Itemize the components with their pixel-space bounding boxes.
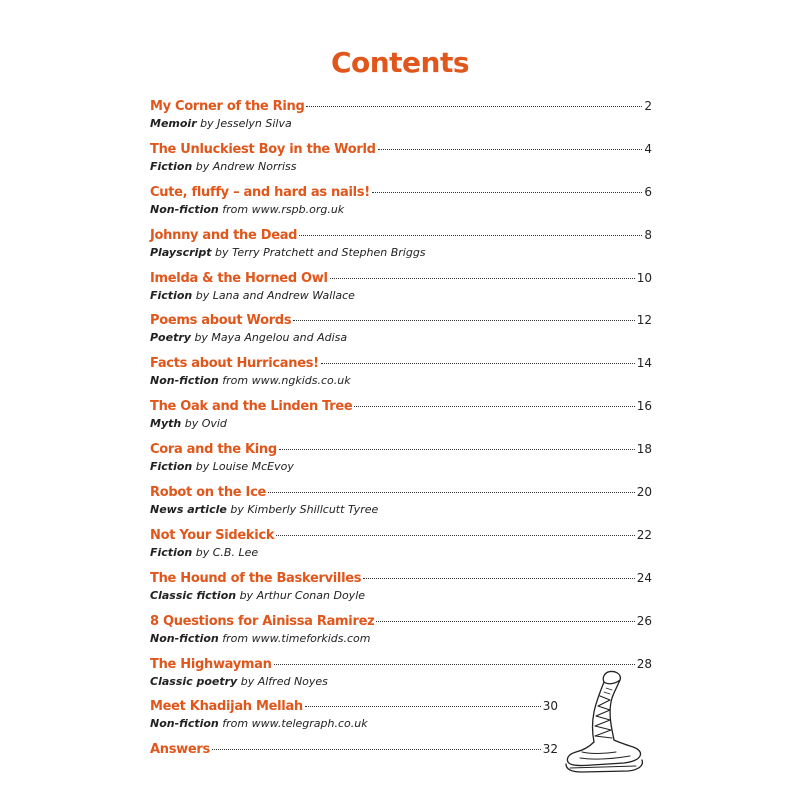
toc-entry[interactable] bbox=[150, 96, 652, 139]
toc-entry[interactable] bbox=[150, 182, 652, 225]
page-number: 30 bbox=[542, 699, 558, 714]
entry-byline-row bbox=[150, 115, 652, 132]
entry-title[interactable]: Imelda & the Horned Owl bbox=[150, 270, 328, 286]
entry-byline-row bbox=[150, 158, 652, 175]
page-number: 16 bbox=[636, 399, 652, 414]
entry-byline-row bbox=[150, 501, 652, 518]
entry-title[interactable]: Poems about Words bbox=[150, 313, 292, 329]
entry-byline: by Terry Pratchett and Stephen Briggs bbox=[214, 245, 426, 259]
entry-title[interactable]: Cora and the King bbox=[150, 442, 277, 458]
dot-leader bbox=[321, 363, 635, 364]
entry-byline-row bbox=[150, 715, 558, 732]
page-number: 4 bbox=[644, 141, 652, 156]
page-number: 22 bbox=[636, 527, 652, 542]
entry-title[interactable]: Answers bbox=[150, 742, 210, 758]
entry-byline: from www.rspb.org.uk bbox=[222, 202, 345, 216]
entry-genre: Non-fiction bbox=[150, 631, 219, 645]
entry-genre: Fiction bbox=[150, 159, 193, 173]
entry-byline-row bbox=[150, 415, 652, 432]
entry-title[interactable]: The Unluckiest Boy in the World bbox=[150, 141, 376, 157]
page-number: 20 bbox=[636, 485, 652, 500]
entry-byline-row bbox=[150, 372, 652, 389]
entry-byline: by C.B. Lee bbox=[195, 545, 259, 559]
dot-leader bbox=[354, 406, 634, 407]
page-number: 18 bbox=[636, 442, 652, 457]
dot-leader bbox=[274, 664, 635, 665]
page-number: 6 bbox=[644, 184, 652, 199]
dot-leader bbox=[330, 278, 635, 279]
dot-leader bbox=[363, 578, 635, 579]
entry-byline: by Andrew Norriss bbox=[195, 159, 297, 173]
toc-entry[interactable] bbox=[150, 353, 652, 396]
toc-entry[interactable] bbox=[150, 525, 652, 568]
entry-title[interactable]: The Highwayman bbox=[150, 656, 272, 672]
entry-byline: by Louise McEvoy bbox=[195, 460, 294, 474]
entry-byline-row bbox=[150, 630, 652, 647]
entry-genre: Non-fiction bbox=[150, 202, 219, 216]
entry-title[interactable]: The Oak and the Linden Tree bbox=[150, 399, 353, 415]
dot-leader bbox=[268, 492, 635, 493]
dot-leader bbox=[279, 449, 635, 450]
dot-leader bbox=[293, 320, 634, 321]
toc-entry[interactable] bbox=[150, 396, 652, 439]
entry-genre: Non-fiction bbox=[150, 374, 219, 388]
entry-byline-row bbox=[150, 244, 652, 261]
entry-byline: from www.telegraph.co.uk bbox=[222, 717, 368, 731]
entry-genre: Myth bbox=[150, 417, 182, 431]
entry-title[interactable]: Cute, fluffy – and hard as nails! bbox=[150, 184, 370, 200]
page-number: 28 bbox=[636, 656, 652, 671]
entry-byline: by Maya Angelou and Adisa bbox=[194, 331, 348, 345]
toc-entry[interactable] bbox=[150, 568, 652, 611]
entry-byline: from www.ngkids.co.uk bbox=[222, 374, 351, 388]
entry-genre: Memoir bbox=[150, 117, 197, 130]
entry-byline-row bbox=[150, 201, 652, 218]
toc-entry[interactable] bbox=[150, 696, 558, 739]
toc-entry[interactable] bbox=[150, 439, 652, 482]
entry-byline: by Kimberly Shillcutt Tyree bbox=[230, 503, 379, 517]
entry-byline: by Jesselyn Silva bbox=[200, 117, 292, 130]
dot-leader bbox=[299, 235, 642, 236]
entry-byline-row bbox=[150, 287, 652, 304]
dot-leader bbox=[212, 749, 541, 750]
page-number: 32 bbox=[542, 742, 558, 757]
entry-title[interactable]: The Hound of the Baskervilles bbox=[150, 570, 362, 586]
toc-entry[interactable] bbox=[150, 611, 652, 654]
page-title: Contents bbox=[330, 46, 470, 79]
page-number: 24 bbox=[636, 570, 652, 585]
entry-genre: Classic fiction bbox=[150, 588, 237, 602]
dot-leader bbox=[376, 621, 634, 622]
page-number: 14 bbox=[636, 356, 652, 371]
dot-leader bbox=[306, 106, 642, 107]
entry-genre: News article bbox=[150, 503, 227, 517]
entry-genre: Playscript bbox=[150, 245, 212, 259]
toc-entry[interactable] bbox=[150, 482, 652, 525]
entry-title[interactable]: Meet Khadijah Mellah bbox=[150, 699, 303, 715]
entry-byline: by Ovid bbox=[184, 417, 227, 431]
page-number: 12 bbox=[636, 313, 652, 328]
entry-byline: by Lana and Andrew Wallace bbox=[195, 288, 355, 302]
page-number: 2 bbox=[644, 99, 652, 113]
entry-title[interactable]: Facts about Hurricanes! bbox=[150, 356, 319, 372]
entry-title[interactable]: Robot on the Ice bbox=[150, 485, 267, 501]
entry-title[interactable]: Not Your Sidekick bbox=[150, 527, 275, 543]
dot-leader bbox=[305, 706, 541, 707]
dot-leader bbox=[372, 192, 642, 193]
toc-entry[interactable] bbox=[150, 139, 652, 182]
entry-genre: Poetry bbox=[150, 331, 191, 345]
dot-leader bbox=[378, 149, 643, 150]
entry-title[interactable]: My Corner of the Ring bbox=[150, 99, 305, 114]
entry-byline-row bbox=[150, 544, 652, 561]
entry-byline-row bbox=[150, 458, 652, 475]
toc-entry[interactable] bbox=[150, 268, 652, 311]
entry-genre: Classic poetry bbox=[150, 674, 238, 688]
entry-genre: Fiction bbox=[150, 545, 193, 559]
toc-entry[interactable] bbox=[150, 225, 652, 268]
page-number: 10 bbox=[636, 270, 652, 285]
entry-genre: Fiction bbox=[150, 288, 193, 302]
page-number: 8 bbox=[644, 227, 652, 242]
entry-byline: by Alfred Noyes bbox=[240, 674, 328, 688]
entry-byline: from www.timeforkids.com bbox=[222, 631, 371, 645]
entry-byline-row bbox=[150, 329, 652, 346]
entry-title[interactable]: 8 Questions for Ainissa Ramirez bbox=[150, 613, 375, 629]
boxing-boot-icon bbox=[560, 668, 646, 778]
toc-entry[interactable] bbox=[150, 310, 652, 353]
entry-byline-row bbox=[150, 587, 652, 604]
toc-entry[interactable] bbox=[150, 739, 558, 782]
entry-title[interactable]: Johnny and the Dead bbox=[150, 227, 298, 243]
page-number: 26 bbox=[636, 613, 652, 628]
dot-leader bbox=[276, 535, 635, 536]
entry-byline: by Arthur Conan Doyle bbox=[239, 588, 366, 602]
entry-genre: Non-fiction bbox=[150, 717, 219, 731]
entry-genre: Fiction bbox=[150, 460, 193, 474]
